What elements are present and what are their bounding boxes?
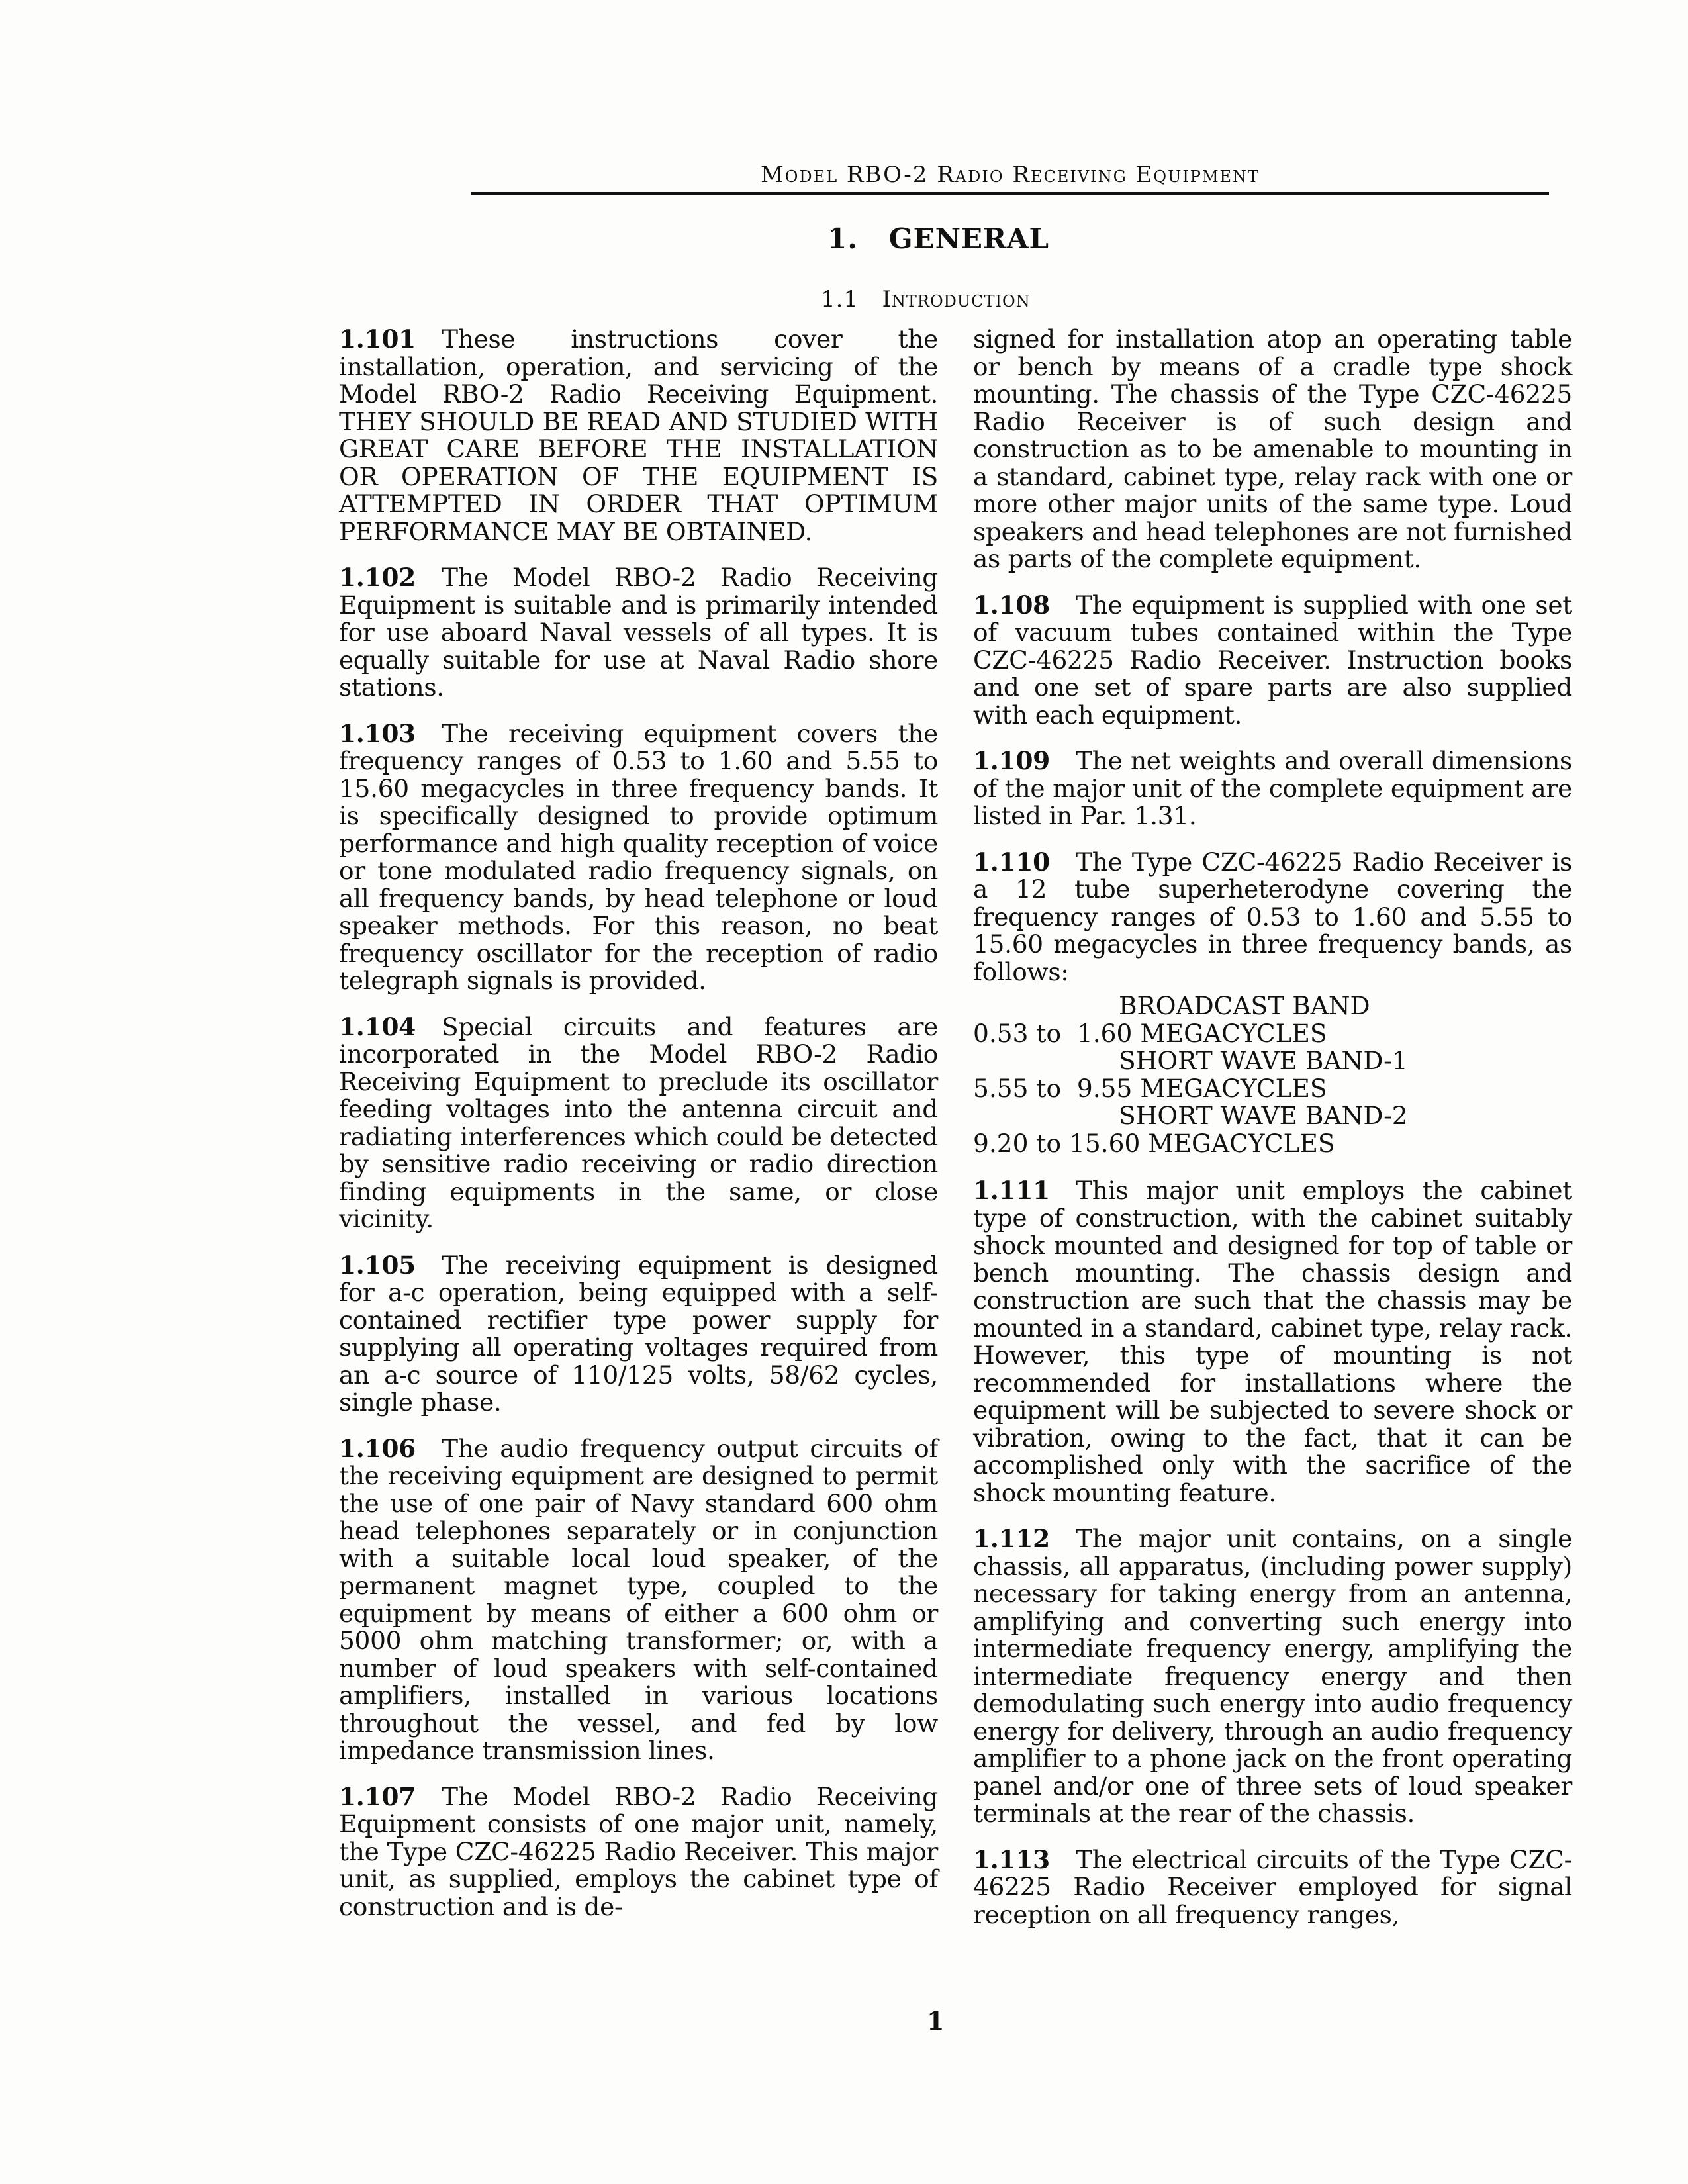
section-title: 1. GENERAL xyxy=(827,222,1050,255)
band-range: 5.55 to 9.55 MEGACYCLES xyxy=(973,1073,1327,1103)
paragraph-text: The Type CZC-46225 Radio Receiver is a 12 tube superheterodyne covering the frequency ranges of 0.53 to 1.60 and 5.55 to 15.60 megacycles in three frequency bands, as follows: xyxy=(973,847,1572,986)
band-name: SHORT WAVE BAND-1 xyxy=(1119,1046,1408,1075)
paragraph-text: The Model RBO-2 Radio Receiving Equipment is suitable and is primarily intended for use aboard Naval vessels of all types. It is equally suitable for use at Naval Radio shore stations. xyxy=(339,563,938,702)
paragraph-1-111 xyxy=(973,1177,1572,1507)
subsection-title: 1.1 Introduction xyxy=(821,286,1031,312)
left-column xyxy=(339,326,938,1939)
paragraph-text: The net weights and overall dimensions of the major unit of the complete equipment are listed in Par. 1.31. xyxy=(973,746,1572,830)
frequency-bands-list xyxy=(973,992,1572,1157)
paragraph-number: 1.101 xyxy=(339,324,416,354)
paragraph-text: The electrical circuits of the Type CZC-46225 Radio Receiver employed for signal reception on all frequency ranges, xyxy=(973,1844,1572,1929)
paragraph-1-110 xyxy=(973,849,1572,986)
paragraph-text: The audio frequency output circuits of the receiving equipment are designed to permit the use of one pair of Navy standard 600 ohm head telephones separately or in conjunction with a suitable local loud speaker, of the permanent magnet type, coupled to the equipment by means of either a 600 ohm or 5000 ohm matching transformer; or, with a number of loud speakers with self-contained amplifiers, installed in various locations throughout the vessel, and fed by low impedance transmission lines. xyxy=(339,1433,938,1765)
paragraph-number: 1.108 xyxy=(973,590,1050,620)
paragraph-1-108 xyxy=(973,592,1572,730)
paragraph-number: 1.111 xyxy=(973,1176,1050,1205)
paragraph-1-103 xyxy=(339,720,938,995)
band-name: SHORT WAVE BAND-2 xyxy=(1119,1101,1408,1130)
paragraph-number: 1.113 xyxy=(973,1844,1050,1874)
paragraph-number: 1.102 xyxy=(339,563,416,592)
paragraph-text: The receiving equipment covers the frequency ranges of 0.53 to 1.60 and 5.55 to 15.60 megacycles in three frequency bands. It is specifically designed to provide optimum performance and high quality reception of voice or tone modulated radio frequency signals, on all frequency bands, by head telephone or loud speaker methods. For this reason, no beat frequency oscillator for the reception of radio telegraph signals is provided. xyxy=(339,718,938,995)
paragraph-text: The Model RBO-2 Radio Receiving Equipment consists of one major unit, namely, the Type CZC-46225 Radio Receiver. This major unit, as supplied, employs the cabinet type of construction and is de- xyxy=(339,1781,938,1921)
paragraph-number: 1.104 xyxy=(339,1012,416,1041)
paragraph-1-107-continued xyxy=(973,326,1572,573)
paragraph-text: This major unit employs the cabinet type of construction, with the cabinet suitably shock mounted and designed for top of table or bench mounting. The chassis design and construction are such that the chassis may be mounted in a standard, cabinet type, relay rack. However, this type of mounting is not recommended for installations where the equipment will be subjected to severe shock or vibration, owing to the fact, that it can be accomplished only with the sacrifice of the shock mounting feature. xyxy=(973,1176,1572,1507)
paragraph-number: 1.112 xyxy=(973,1524,1050,1553)
paragraph-text: These instructions cover the installation, operation, and servicing of the Model RBO-2 Radio Receiving Equipment. THEY SHOULD BE READ AND STUDIED WITH GREAT CARE BEFORE THE INSTALLATION OR OPERATION OF THE EQUIPMENT IS ATTEMPTED IN ORDER THAT OPTIMUM PERFORMANCE MAY BE OBTAINED. xyxy=(339,324,938,546)
paragraph-1-101 xyxy=(339,326,938,546)
paragraph-text: The receiving equipment is designed for a-c operation, being equipped with a self-contained rectifier type power supply for supplying all operating voltages required from an a-c source of 110/125 volts, 58/62 cycles, single phase. xyxy=(339,1250,938,1417)
paragraph-1-107 xyxy=(339,1783,938,1921)
paragraph-1-113 xyxy=(973,1846,1572,1929)
paragraph-number: 1.106 xyxy=(339,1433,416,1463)
page-number: 1 xyxy=(927,2006,945,2036)
band-range: 0.53 to 1.60 MEGACYCLES xyxy=(973,1018,1327,1048)
paragraph-1-104 xyxy=(339,1014,938,1233)
paragraph-1-109 xyxy=(973,747,1572,830)
paragraph-number: 1.109 xyxy=(973,746,1050,775)
paragraph-1-105 xyxy=(339,1252,938,1417)
paragraph-text: Special circuits and features are incorporated in the Model RBO-2 Radio Receiving Equipment to preclude its oscillator feeding voltages into the antenna circuit and radiating interferences which could be detected by sensitive radio receiving or radio direction finding equipments in the same, or close vicinity. xyxy=(339,1012,938,1233)
paragraph-number: 1.107 xyxy=(339,1781,416,1811)
paragraph-text: The equipment is supplied with one set of vacuum tubes contained within the Type CZC-46225 Radio Receiver. Instruction books and one set of spare parts are also supplied with each equipment. xyxy=(973,590,1572,730)
band-range: 9.20 to 15.60 MEGACYCLES xyxy=(973,1128,1335,1158)
paragraph-1-106 xyxy=(339,1435,938,1765)
right-column xyxy=(973,326,1572,1947)
paragraph-number: 1.103 xyxy=(339,718,416,748)
paragraph-number: 1.110 xyxy=(973,847,1050,877)
paragraph-text: signed for installation atop an operating table or bench by means of a cradle type shock mounting. The chassis of the Type CZC-46225 Radio Receiver is of such design and construction as to be amenable to mounting in a standard, cabinet type, relay rack with one or more other major units of the same type. Loud speakers and head telephones are not furnished as parts of the complete equipment. xyxy=(973,324,1572,573)
running-header: Model RBO-2 Radio Receiving Equipment xyxy=(760,162,1260,188)
paragraph-text: The major unit contains, on a single chassis, all apparatus, (including power supply) necessary for taking energy from an antenna, amplifying and converting such energy into intermediate frequency energy, amplifying the intermediate frequency energy and then demodulating such energy into audio frequency energy for delivery, through an audio frequency amplifier to a phone jack on the front operating panel and/or one of three sets of loud speaker terminals at the rear of the chassis. xyxy=(973,1524,1572,1828)
paragraph-1-102 xyxy=(339,564,938,702)
band-name: BROADCAST BAND xyxy=(1119,991,1370,1020)
header-rule xyxy=(471,192,1549,195)
paragraph-1-112 xyxy=(973,1525,1572,1828)
paragraph-number: 1.105 xyxy=(339,1250,416,1280)
